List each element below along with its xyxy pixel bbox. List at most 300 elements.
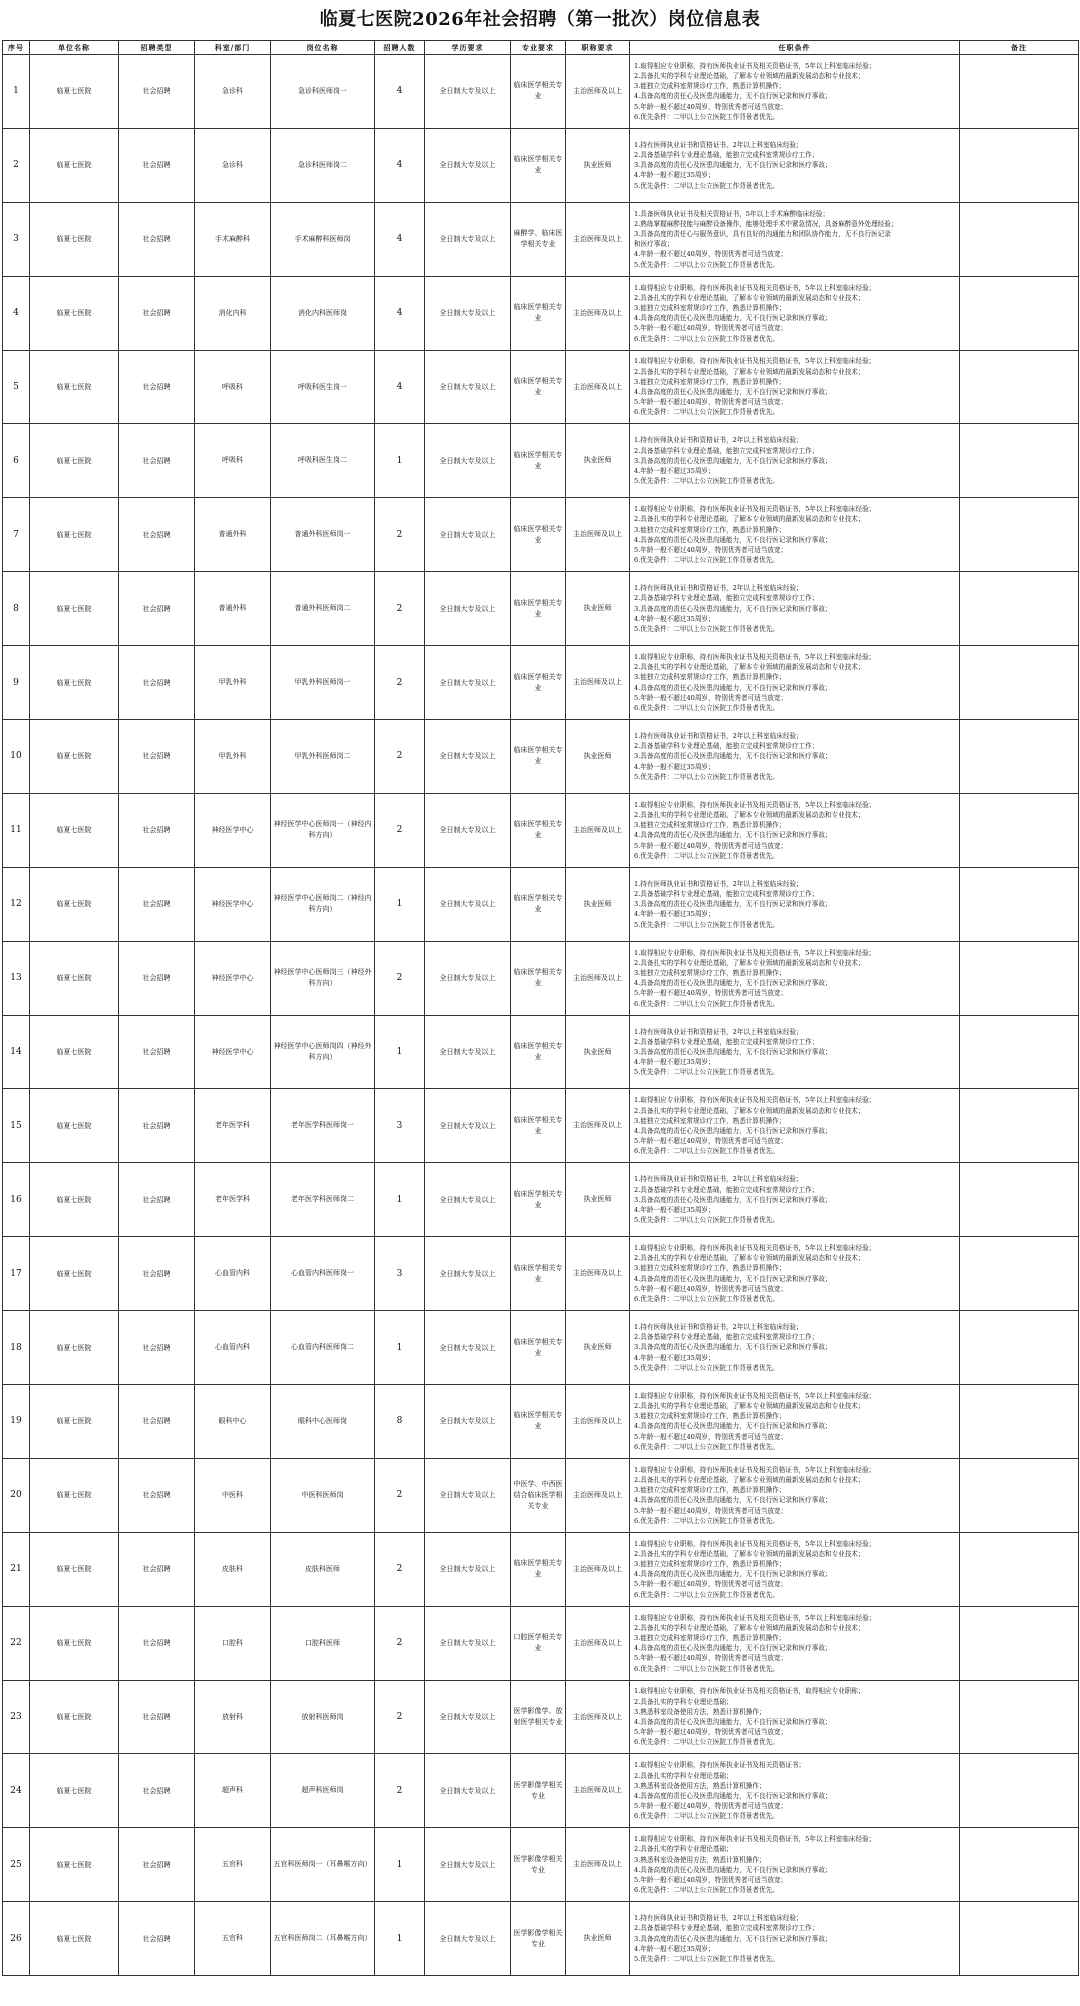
cell-title-req: 主治医师及以上: [566, 646, 630, 720]
cell-dept: 中医科: [195, 1458, 271, 1532]
condition-line: 6.优先条件：二甲以上公立医院工作背景者优先。: [634, 334, 779, 343]
condition-line: 1.取得相应专业职称，持有医师执业证书及相关资格证书，5年以上科室临床经验；: [634, 1835, 876, 1844]
cell-count: 2: [375, 498, 425, 572]
cell-major: 临床医学相关专业: [511, 1237, 566, 1311]
cell-unit: 临夏七医院: [30, 646, 119, 720]
table-row: [3, 498, 1079, 572]
condition-line: 1.取得相应专业职称，持有医师执业证书及相关资格证书，5年以上科室临床经验；: [634, 1096, 876, 1105]
condition-line: 1.持有医师执业证书和资格证书，2年以上科室临床经验；: [634, 1323, 803, 1332]
cell-count: 4: [375, 55, 425, 129]
cell-conditions: [630, 1606, 960, 1680]
cell-no: 1: [3, 55, 30, 129]
cell-dept: 放射科: [195, 1680, 271, 1754]
condition-line: 3.能独立完成科室常规诊疗工作，熟悉计算机操作；: [634, 525, 786, 534]
condition-line: 5.优先条件：二甲以上公立医院工作背景者优先。: [634, 1363, 779, 1372]
cell-no: 17: [3, 1237, 30, 1311]
condition-line: 1.持有医师执业证书和资格证书，2年以上科室临床经验；: [634, 879, 803, 888]
cell-conditions: [630, 128, 960, 202]
condition-line: 6.优先条件：二甲以上公立医院工作背景者优先。: [634, 1442, 779, 1451]
cell-unit: 临夏七医院: [30, 55, 119, 129]
cell-post: 心血管内科医师岗一: [271, 1237, 375, 1311]
condition-line: 1.取得相应专业职称，持有医师执业证书及相关资格证书，5年以上科室临床经验；: [634, 1391, 876, 1400]
cell-unit: 临夏七医院: [30, 572, 119, 646]
condition-line: 5.年龄一般不超过40周岁，特别优秀者可适当放宽；: [634, 545, 788, 554]
condition-line: 4.具备高度的责任心及医患沟通能力，无不良行医记录和医疗事故；: [634, 314, 832, 323]
cell-post: 老年医学科医师岗二: [271, 1163, 375, 1237]
cell-title-req: 主治医师及以上: [566, 1754, 630, 1828]
cell-dept: 老年医学科: [195, 1163, 271, 1237]
condition-line: 6.优先条件：二甲以上公立医院工作背景者优先。: [634, 556, 779, 565]
recruitment-table: [2, 40, 1079, 1976]
cell-note: [960, 1828, 1079, 1902]
cell-conditions: [630, 276, 960, 350]
header-dept: 科室/部门: [195, 41, 271, 55]
condition-line: 2.具备扎实的学科专业理论基础，了解本专业领域的最新发展动态和专业技术；: [634, 1475, 865, 1484]
cell-unit: 临夏七医院: [30, 276, 119, 350]
cell-post: 五官科医师岗二（耳鼻喉方向）: [271, 1902, 375, 1976]
cell-post: 甲乳外科医师岗二: [271, 720, 375, 794]
condition-line: 5.年龄一般不超过40周岁，特别优秀者可适当放宽；: [634, 324, 788, 333]
condition-line: 4.具备高度的责任心及医患沟通能力，无不良行医记录和医疗事故；: [634, 1791, 832, 1800]
cell-type: 社会招聘: [119, 202, 195, 276]
cell-type: 社会招聘: [119, 1015, 195, 1089]
cell-major: 医学影像学相关专业: [511, 1754, 566, 1828]
header-unit: 单位名称: [30, 41, 119, 55]
condition-line: 4.具备高度的责任心及医患沟通能力，无不良行医记录和医疗事故；: [634, 1718, 832, 1727]
condition-line: 4.年龄一般不超过35周岁；: [634, 1205, 715, 1214]
cell-title-req: 主治医师及以上: [566, 1237, 630, 1311]
cell-post: 手术麻醉科医师岗: [271, 202, 375, 276]
cell-conditions: [630, 867, 960, 941]
condition-line: 5.年龄一般不超过40周岁，特别优秀者可适当放宽；: [634, 1654, 788, 1663]
condition-line: 1.持有医师执业证书和资格证书，2年以上科室临床经验；: [634, 436, 803, 445]
cell-no: 8: [3, 572, 30, 646]
condition-line: 3.能独立完成科室常规诊疗工作，熟悉计算机操作；: [634, 968, 786, 977]
cell-no: 5: [3, 350, 30, 424]
cell-major: 临床医学相关专业: [511, 646, 566, 720]
cell-title-req: 执业医师: [566, 424, 630, 498]
condition-line: 1.具备医师执业证书及相关资格证书，5年以上手术麻醉临床经验；: [634, 209, 830, 218]
cell-major: 口腔医学相关专业: [511, 1606, 566, 1680]
header-count: 招聘人数: [375, 41, 425, 55]
cell-count: 2: [375, 1458, 425, 1532]
cell-no: 6: [3, 424, 30, 498]
condition-line: 2.具备基础学科专业理论基础，能独立完成科室常规诊疗工作；: [634, 594, 819, 603]
cell-dept: 呼吸科: [195, 350, 271, 424]
condition-line: 6.优先条件：二甲以上公立医院工作背景者优先。: [634, 1886, 779, 1895]
cell-conditions: [630, 1163, 960, 1237]
condition-line: 6.优先条件：二甲以上公立医院工作背景者优先。: [634, 408, 779, 417]
cell-conditions: [630, 1828, 960, 1902]
cell-major: 临床医学相关专业: [511, 498, 566, 572]
cell-dept: 呼吸科: [195, 424, 271, 498]
cell-edu: 全日制大专及以上: [425, 1237, 511, 1311]
table-body: [3, 55, 1079, 1976]
condition-line: 5.优先条件：二甲以上公立医院工作背景者优先。: [634, 920, 779, 929]
cell-major: 临床医学相关专业: [511, 1163, 566, 1237]
cell-title-req: 主治医师及以上: [566, 1089, 630, 1163]
cell-note: [960, 793, 1079, 867]
cell-type: 社会招聘: [119, 941, 195, 1015]
condition-line: 1.持有医师执业证书和资格证书，2年以上科室临床经验；: [634, 1914, 803, 1923]
cell-title-req: 主治医师及以上: [566, 498, 630, 572]
condition-line: 5.年龄一般不超过40周岁，特别优秀者可适当放宽；: [634, 1137, 788, 1146]
cell-unit: 临夏七医院: [30, 128, 119, 202]
cell-no: 20: [3, 1458, 30, 1532]
condition-line: 4.具备高度的责任心及医患沟通能力，无不良行医记录和医疗事故；: [634, 1496, 832, 1505]
cell-no: 24: [3, 1754, 30, 1828]
cell-note: [960, 498, 1079, 572]
table-row: [3, 350, 1079, 424]
condition-line: 5.年龄一般不超过40周岁，特别优秀者可适当放宽；: [634, 1802, 788, 1811]
cell-title-req: 主治医师及以上: [566, 1458, 630, 1532]
cell-unit: 临夏七医院: [30, 424, 119, 498]
condition-line: 5.年龄一般不超过40周岁，特别优秀者可适当放宽；: [634, 102, 788, 111]
cell-note: [960, 55, 1079, 129]
cell-unit: 临夏七医院: [30, 1606, 119, 1680]
table-row: [3, 1311, 1079, 1385]
cell-note: [960, 1385, 1079, 1459]
cell-edu: 全日制大专及以上: [425, 1311, 511, 1385]
cell-conditions: [630, 572, 960, 646]
cell-type: 社会招聘: [119, 1089, 195, 1163]
condition-line: 4.年龄一般不超过35周岁；: [634, 762, 715, 771]
cell-post: 神经医学中心医师岗二（神经内科方向）: [271, 867, 375, 941]
condition-line: 6.优先条件：二甲以上公立医院工作背景者优先。: [634, 1590, 779, 1599]
cell-dept: 神经医学中心: [195, 1015, 271, 1089]
cell-edu: 全日制大专及以上: [425, 1828, 511, 1902]
cell-count: 1: [375, 1828, 425, 1902]
cell-conditions: [630, 1385, 960, 1459]
cell-dept: 神经医学中心: [195, 867, 271, 941]
cell-edu: 全日制大专及以上: [425, 867, 511, 941]
cell-conditions: [630, 424, 960, 498]
table-row: [3, 867, 1079, 941]
condition-line: 2.具备扎实的学科专业理论基础，了解本专业领域的最新发展动态和专业技术；: [634, 1549, 865, 1558]
cell-unit: 临夏七医院: [30, 350, 119, 424]
cell-post: 老年医学科医师岗一: [271, 1089, 375, 1163]
condition-line: 2.具备基础学科专业理论基础，能独立完成科室常规诊疗工作；: [634, 446, 819, 455]
cell-unit: 临夏七医院: [30, 1458, 119, 1532]
condition-line: 1.持有医师执业证书和资格证书，2年以上科室临床经验；: [634, 584, 803, 593]
cell-edu: 全日制大专及以上: [425, 202, 511, 276]
condition-line: 3.能独立完成科室常规诊疗工作，熟悉计算机操作；: [634, 1116, 786, 1125]
table-row: [3, 424, 1079, 498]
condition-line: 6.优先条件：二甲以上公立医院工作背景者优先。: [634, 999, 779, 1008]
cell-note: [960, 1089, 1079, 1163]
condition-line: 2.具备基础学科专业理论基础，能独立完成科室常规诊疗工作；: [634, 1333, 819, 1342]
condition-line: 1.取得相应专业职称，持有医师执业证书及相关资格证书，5年以上科室临床经验；: [634, 61, 876, 70]
cell-count: 2: [375, 1680, 425, 1754]
condition-line: 1.取得相应专业职称，持有医师执业证书及相关资格证书，5年以上科室临床经验；: [634, 283, 876, 292]
condition-line: 6.优先条件：二甲以上公立医院工作背景者优先。: [634, 1516, 779, 1525]
cell-title-req: 主治医师及以上: [566, 202, 630, 276]
table-row: [3, 646, 1079, 720]
table-row: [3, 1902, 1079, 1976]
cell-edu: 全日制大专及以上: [425, 1680, 511, 1754]
header-post: 岗位名称: [271, 41, 375, 55]
cell-major: 临床医学相关专业: [511, 793, 566, 867]
condition-line: 1.取得相应专业职称，持有医师执业证书及相关资格证书，5年以上科室临床经验；: [634, 1465, 876, 1474]
cell-major: 医学影像学相关专业: [511, 1902, 566, 1976]
cell-no: 3: [3, 202, 30, 276]
cell-count: 2: [375, 1532, 425, 1606]
cell-unit: 临夏七医院: [30, 1385, 119, 1459]
condition-line: 2.具备扎实的学科专业理论基础；: [634, 1697, 733, 1706]
cell-note: [960, 1237, 1079, 1311]
cell-title-req: 主治医师及以上: [566, 1828, 630, 1902]
cell-edu: 全日制大专及以上: [425, 572, 511, 646]
cell-no: 9: [3, 646, 30, 720]
cell-conditions: [630, 1015, 960, 1089]
cell-dept: 急诊科: [195, 128, 271, 202]
cell-note: [960, 867, 1079, 941]
cell-note: [960, 1015, 1079, 1089]
cell-type: 社会招聘: [119, 1902, 195, 1976]
cell-dept: 五官科: [195, 1902, 271, 1976]
condition-line: 2.熟练掌握麻醉技能与麻醉设备操作，能够处理手术中紧急情况，具备麻醉意外处理经验；: [634, 219, 898, 228]
condition-line: 5.优先条件：二甲以上公立医院工作背景者优先。: [634, 260, 779, 269]
condition-line: 3.具备高度的责任心及医患沟通能力，无不良行医记录和医疗事故；: [634, 1934, 832, 1943]
cell-conditions: [630, 55, 960, 129]
condition-line: 2.具备扎实的学科专业理论基础，了解本专业领域的最新发展动态和专业技术；: [634, 810, 865, 819]
cell-title-req: 执业医师: [566, 1902, 630, 1976]
cell-conditions: [630, 1680, 960, 1754]
condition-line: 4.具备高度的责任心及医患沟通能力，无不良行医记录和医疗事故；: [634, 831, 832, 840]
cell-count: 4: [375, 202, 425, 276]
condition-line: 2.具备基础学科专业理论基础，能独立完成科室常规诊疗工作；: [634, 151, 819, 160]
cell-type: 社会招聘: [119, 276, 195, 350]
cell-type: 社会招聘: [119, 1680, 195, 1754]
cell-major: 临床医学相关专业: [511, 424, 566, 498]
table-row: [3, 941, 1079, 1015]
cell-unit: 临夏七医院: [30, 720, 119, 794]
condition-line: 4.具备高度的责任心及医患沟通能力，无不良行医记录和医疗事故；: [634, 1865, 832, 1874]
header-edu: 学历要求: [425, 41, 511, 55]
condition-line: 3.具备高度的责任心与服务意识，具有良好的沟通能力和团队协作能力，无不良行医记录: [634, 230, 891, 239]
cell-note: [960, 646, 1079, 720]
cell-edu: 全日制大专及以上: [425, 498, 511, 572]
condition-line: 1.取得相应专业职称，持有医师执业证书及相关资格证书；: [634, 1761, 806, 1770]
condition-line: 5.年龄一般不超过40周岁，特别优秀者可适当放宽；: [634, 693, 788, 702]
table-row: [3, 572, 1079, 646]
cell-count: 2: [375, 572, 425, 646]
cell-type: 社会招聘: [119, 867, 195, 941]
cell-count: 4: [375, 350, 425, 424]
condition-line: 3.具备高度的责任心及医患沟通能力，无不良行医记录和医疗事故；: [634, 1343, 832, 1352]
condition-line: 2.具备扎实的学科专业理论基础，了解本专业领域的最新发展动态和专业技术；: [634, 1106, 865, 1115]
cell-unit: 临夏七医院: [30, 1015, 119, 1089]
cell-dept: 超声科: [195, 1754, 271, 1828]
cell-count: 2: [375, 646, 425, 720]
table-row: [3, 1237, 1079, 1311]
cell-unit: 临夏七医院: [30, 1311, 119, 1385]
table-row: [3, 55, 1079, 129]
cell-dept: 甲乳外科: [195, 646, 271, 720]
condition-line: 3.具备高度的责任心及医患沟通能力，无不良行医记录和医疗事故；: [634, 161, 832, 170]
cell-unit: 临夏七医院: [30, 941, 119, 1015]
condition-line: 1.持有医师执业证书和资格证书，2年以上科室临床经验；: [634, 1175, 803, 1184]
cell-dept: 神经医学中心: [195, 941, 271, 1015]
header-note: 备注: [960, 41, 1079, 55]
condition-line: 和医疗事故；: [634, 240, 674, 249]
cell-no: 13: [3, 941, 30, 1015]
condition-line: 5.优先条件：二甲以上公立医院工作背景者优先。: [634, 624, 779, 633]
condition-line: 6.优先条件：二甲以上公立医院工作背景者优先。: [634, 851, 779, 860]
cell-count: 1: [375, 1311, 425, 1385]
table-row: [3, 793, 1079, 867]
cell-unit: 临夏七医院: [30, 202, 119, 276]
table-row: [3, 202, 1079, 276]
cell-type: 社会招聘: [119, 1385, 195, 1459]
cell-dept: 神经医学中心: [195, 793, 271, 867]
cell-major: 临床医学相关专业: [511, 941, 566, 1015]
table-row: [3, 1385, 1079, 1459]
condition-line: 1.取得相应专业职称，持有医师执业证书及相关资格证书，5年以上科室临床经验；: [634, 652, 876, 661]
cell-type: 社会招聘: [119, 1458, 195, 1532]
cell-edu: 全日制大专及以上: [425, 720, 511, 794]
table-row: [3, 1680, 1079, 1754]
cell-dept: 急诊科: [195, 55, 271, 129]
condition-line: 1.持有医师执业证书和资格证书，2年以上科室临床经验；: [634, 731, 803, 740]
cell-dept: 手术麻醉科: [195, 202, 271, 276]
cell-conditions: [630, 498, 960, 572]
condition-line: 4.年龄一般不超过35周岁；: [634, 1944, 715, 1953]
cell-unit: 临夏七医院: [30, 1754, 119, 1828]
condition-line: 2.具备扎实的学科专业理论基础，了解本专业领域的最新发展动态和专业技术；: [634, 72, 865, 81]
condition-line: 4.年龄一般不超过35周岁；: [634, 1353, 715, 1362]
cell-title-req: 执业医师: [566, 1311, 630, 1385]
condition-line: 4.具备高度的责任心及医患沟通能力，无不良行医记录和医疗事故；: [634, 92, 832, 101]
cell-note: [960, 1532, 1079, 1606]
cell-major: 临床医学相关专业: [511, 1089, 566, 1163]
cell-conditions: [630, 1089, 960, 1163]
condition-line: 2.具备扎实的学科专业理论基础，了解本专业领域的最新发展动态和专业技术；: [634, 515, 865, 524]
cell-title-req: 执业医师: [566, 1015, 630, 1089]
cell-note: [960, 202, 1079, 276]
cell-no: 16: [3, 1163, 30, 1237]
cell-post: 口腔科医师: [271, 1606, 375, 1680]
cell-post: 放射科医师岗: [271, 1680, 375, 1754]
cell-count: 2: [375, 720, 425, 794]
condition-line: 2.具备扎实的学科专业理论基础；: [634, 1845, 733, 1854]
cell-post: 超声科医师岗: [271, 1754, 375, 1828]
condition-line: 4.具备高度的责任心及医患沟通能力，无不良行医记录和医疗事故；: [634, 1422, 832, 1431]
cell-post: 急诊科医师岗二: [271, 128, 375, 202]
condition-line: 1.取得相应专业职称，持有医师执业证书及相关资格证书，5年以上科室临床经验；: [634, 948, 876, 957]
condition-line: 1.取得相应专业职称，持有医师执业证书及相关资格证书，5年以上科室临床经验；: [634, 1244, 876, 1253]
cell-title-req: 主治医师及以上: [566, 350, 630, 424]
cell-edu: 全日制大专及以上: [425, 1458, 511, 1532]
condition-line: 1.取得相应专业职称，持有医师执业证书及相关资格证书，5年以上科室临床经验；: [634, 800, 876, 809]
condition-line: 3.具备高度的责任心及医患沟通能力，无不良行医记录和医疗事故；: [634, 1195, 832, 1204]
cell-note: [960, 1902, 1079, 1976]
cell-conditions: [630, 350, 960, 424]
cell-major: 麻醉学、临床医学相关专业: [511, 202, 566, 276]
condition-line: 1.取得相应专业职称，持有医师执业证书及相关资格证书，5年以上科室临床经验；: [634, 505, 876, 514]
cell-count: 1: [375, 1163, 425, 1237]
cell-no: 25: [3, 1828, 30, 1902]
condition-line: 5.优先条件：二甲以上公立医院工作背景者优先。: [634, 772, 779, 781]
condition-line: 5.优先条件：二甲以上公立医院工作背景者优先。: [634, 477, 779, 486]
cell-no: 15: [3, 1089, 30, 1163]
cell-title-req: 主治医师及以上: [566, 1680, 630, 1754]
header-type: 招聘类型: [119, 41, 195, 55]
table-row: [3, 1089, 1079, 1163]
condition-line: 4.年龄一般不超过35周岁；: [634, 910, 715, 919]
cell-count: 3: [375, 1089, 425, 1163]
condition-line: 5.优先条件：二甲以上公立医院工作背景者优先。: [634, 1068, 779, 1077]
condition-line: 4.年龄一般不超过40周岁，特别优秀者可适当放宽；: [634, 250, 788, 259]
cell-major: 临床医学相关专业: [511, 128, 566, 202]
condition-line: 6.优先条件：二甲以上公立医院工作背景者优先。: [634, 1295, 779, 1304]
cell-count: 1: [375, 1902, 425, 1976]
condition-line: 1.取得相应专业职称，持有医师执业证书及相关资格证书，取得相应专业职称；: [634, 1687, 865, 1696]
condition-line: 3.能独立完成科室常规诊疗工作，熟悉计算机操作；: [634, 82, 786, 91]
cell-unit: 临夏七医院: [30, 1532, 119, 1606]
condition-line: 2.具备扎实的学科专业理论基础，了解本专业领域的最新发展动态和专业技术；: [634, 293, 865, 302]
condition-line: 6.优先条件：二甲以上公立医院工作背景者优先。: [634, 1147, 779, 1156]
table-row: [3, 276, 1079, 350]
cell-unit: 临夏七医院: [30, 1163, 119, 1237]
cell-conditions: [630, 1311, 960, 1385]
cell-major: 医学影像学、放射医学相关专业: [511, 1680, 566, 1754]
cell-conditions: [630, 1902, 960, 1976]
cell-no: 2: [3, 128, 30, 202]
table-row: [3, 1828, 1079, 1902]
cell-conditions: [630, 1237, 960, 1311]
condition-line: 5.年龄一般不超过40周岁，特别优秀者可适当放宽；: [634, 989, 788, 998]
cell-conditions: [630, 202, 960, 276]
cell-count: 2: [375, 941, 425, 1015]
condition-line: 4.年龄一般不超过35周岁；: [634, 467, 715, 475]
cell-type: 社会招聘: [119, 55, 195, 129]
cell-post: 五官科医师岗一（耳鼻喉方向）: [271, 1828, 375, 1902]
cell-unit: 临夏七医院: [30, 498, 119, 572]
cell-note: [960, 941, 1079, 1015]
cell-edu: 全日制大专及以上: [425, 941, 511, 1015]
cell-major: 临床医学相关专业: [511, 720, 566, 794]
cell-no: 4: [3, 276, 30, 350]
cell-post: 中医科医师岗: [271, 1458, 375, 1532]
cell-post: 消化内科医师岗: [271, 276, 375, 350]
cell-no: 7: [3, 498, 30, 572]
cell-edu: 全日制大专及以上: [425, 424, 511, 498]
cell-unit: 临夏七医院: [30, 1089, 119, 1163]
cell-type: 社会招聘: [119, 793, 195, 867]
condition-line: 6.优先条件：二甲以上公立医院工作背景者优先。: [634, 703, 779, 712]
cell-type: 社会招聘: [119, 128, 195, 202]
condition-line: 5.年龄一般不超过40周岁，特别优秀者可适当放宽；: [634, 398, 788, 407]
cell-no: 23: [3, 1680, 30, 1754]
condition-line: 3.能独立完成科室常规诊疗工作，熟悉计算机操作；: [634, 377, 786, 386]
condition-line: 2.具备基础学科专业理论基础，能独立完成科室常规诊疗工作；: [634, 1037, 819, 1046]
condition-line: 2.具备基础学科专业理论基础，能独立完成科室常规诊疗工作；: [634, 889, 819, 898]
cell-count: 1: [375, 1015, 425, 1089]
cell-type: 社会招聘: [119, 1606, 195, 1680]
cell-dept: 眼科中心: [195, 1385, 271, 1459]
cell-major: 临床医学相关专业: [511, 1311, 566, 1385]
header-title-req: 职称要求: [566, 41, 630, 55]
condition-line: 2.具备基础学科专业理论基础，能独立完成科室常规诊疗工作；: [634, 742, 819, 751]
cell-major: 中医学、中西医结合临床医学相关专业: [511, 1458, 566, 1532]
cell-edu: 全日制大专及以上: [425, 1089, 511, 1163]
condition-line: 5.年龄一般不超过40周岁，特别优秀者可适当放宽；: [634, 1432, 788, 1441]
cell-post: 眼科中心医师岗: [271, 1385, 375, 1459]
cell-major: 临床医学相关专业: [511, 1532, 566, 1606]
cell-note: [960, 276, 1079, 350]
cell-major: 临床医学相关专业: [511, 1385, 566, 1459]
